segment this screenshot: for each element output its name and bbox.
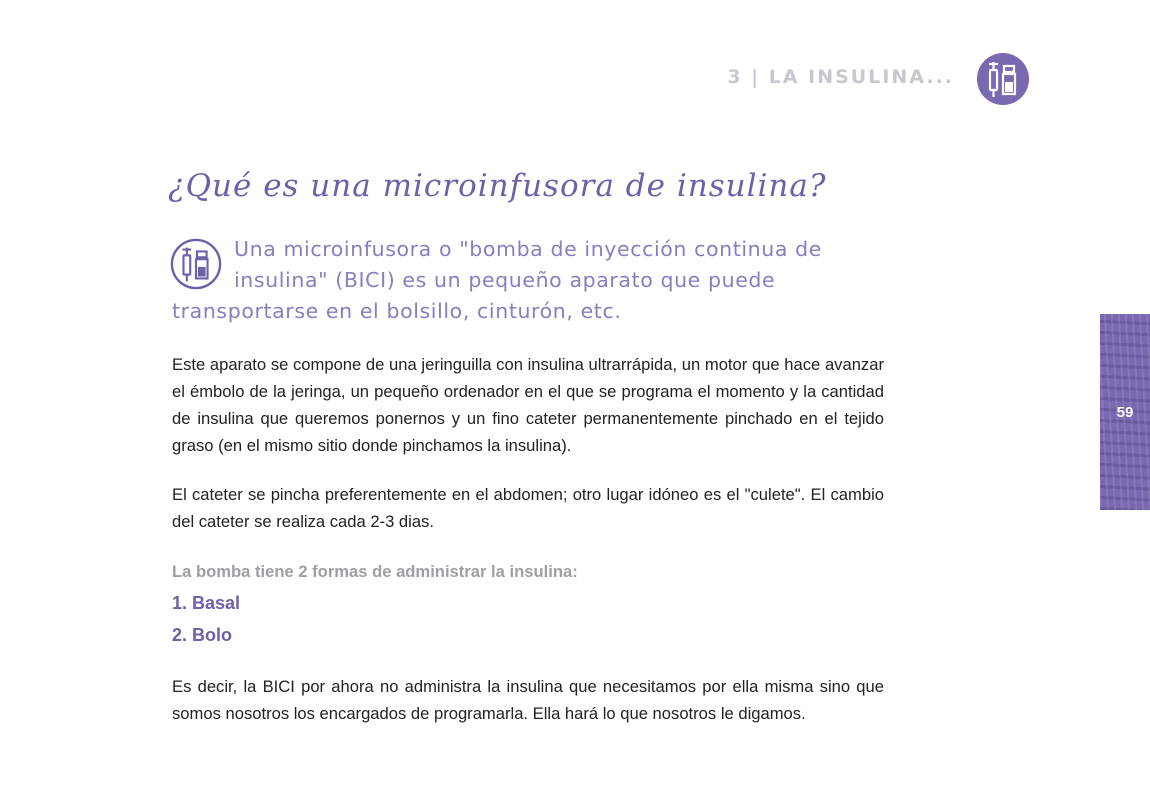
- body-paragraph-1: Este aparato se compone de una jeringuilla con insulina ultrarrápida, un motor que hace avanzar el émbolo de la jeringa, un pequeño ordenador en el que se programa el momento y la cantidad de insulina que queremos ponernos y un fino cateter permanentemente pinchado en el tejido graso (en el mismo sitio donde pinchamos la insulina).: [172, 355, 884, 455]
- chapter-header: 3 | LA INSULINA...: [727, 66, 954, 88]
- page-number: 59: [1116, 404, 1134, 421]
- list-item-basal: 1. Basal: [172, 593, 241, 613]
- body-paragraph-3: Es decir, la BICI por ahora no administra la insulina que necesitamos por ella misma sino que somos nosotros los encargados de programarla. Ella hará lo que nosotros le digamos.: [172, 677, 884, 723]
- subheading: La bomba tiene 2 formas de administrar la insulina:: [172, 562, 578, 581]
- insulin-vial-syringe-icon: [976, 52, 1030, 106]
- body-paragraph-2: El cateter se pincha preferentemente en el abdomen; otro lugar idóneo es el "culete". El cambio del cateter se realiza cada 2-3 dias.: [172, 485, 884, 531]
- intro-paragraph: [172, 234, 832, 327]
- intro-line-1: Una microinfusora o "bomba de inyección continua de: [234, 237, 822, 261]
- list-item-bolo: 2. Bolo: [172, 625, 233, 645]
- intro-line-3: transportarse en el bolsillo, cinturón, etc.: [172, 299, 622, 323]
- intro-line-2: insulina" (BICI) es un pequeño aparato que puede: [234, 268, 776, 292]
- page-title: ¿Qué es una microinfusora de insulina?: [168, 168, 827, 204]
- page-tab: [1100, 314, 1150, 510]
